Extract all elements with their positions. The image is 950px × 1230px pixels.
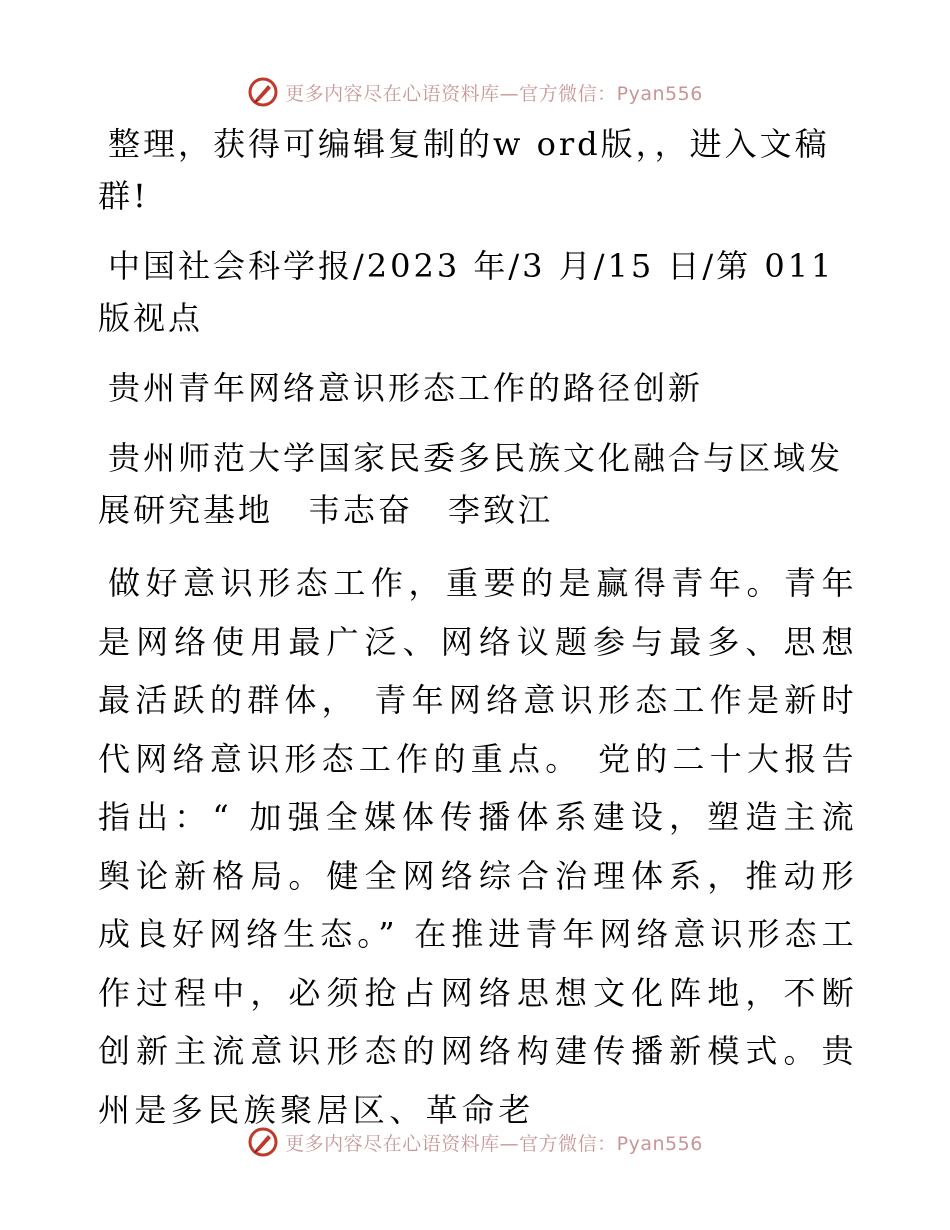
watermark-text: 更多内容尽在心语资料库—官方微信：Pyan556: [285, 1132, 703, 1155]
footer-watermark: [0, 1122, 950, 1162]
header-watermark: [0, 72, 950, 112]
body-paragraph: 做好意识形态工作，重要的是赢得青年。青年是网络使用最广泛、网络议题参与最多、思想最活跃的群体， 青年网络意识形态工作是新时代网络意识形态工作的重点。 党的二十大报告指出：“ 加强全媒体传播体系建设，塑造主流舆论新格局。健全网络综合治理体系，推动形成良好网络生态。” 在推进青年网络意识形态工作过程中，必须抢占网络思想文化阵地，不断创新主流意识形态的网络构建传播新模式。贵州是多民族聚居区、革命老: [98, 564, 858, 1129]
pen-logo-icon: [247, 1126, 279, 1158]
article-title: 贵州青年网络意识形态工作的路径创新: [108, 369, 704, 407]
document-body: [98, 118, 858, 1157]
watermark-text: 更多内容尽在心语资料库—官方微信：Pyan556: [285, 82, 703, 105]
intro-paragraph: 整理，获得可编辑复制的w ord版，，进入文稿群!: [98, 125, 830, 215]
author-line: 贵州师范大学国家民委多民族文化融合与区域发展研究基地 韦志奋 李致江: [98, 439, 844, 529]
source-line: 中国社会科学报/2023 年/3 月/15 日/第 011 版视点: [98, 247, 835, 337]
pen-logo-icon: [247, 76, 279, 108]
